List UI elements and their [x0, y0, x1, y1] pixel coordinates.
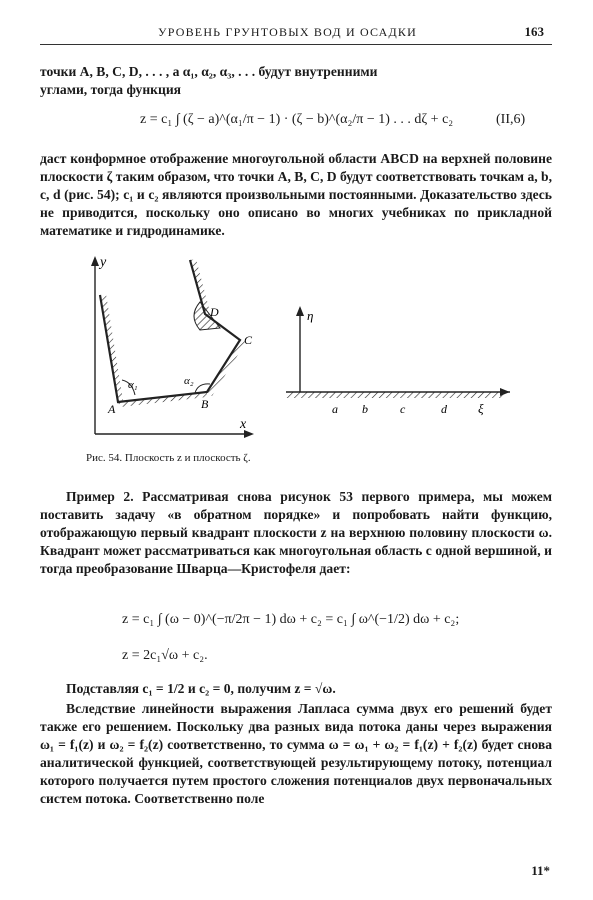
label-xi: ξ: [478, 401, 484, 416]
label-alpha1: α₁: [128, 379, 138, 391]
xi-axis-hatch: [286, 392, 506, 398]
label-D: D: [210, 305, 219, 319]
z-plane-diagram: [91, 255, 254, 438]
page-header: [40, 22, 552, 45]
formula-schwarz-christoffel: z = c₁ ∫ (ζ − a)^(α₁/π − 1) · (ζ − b)^(α₂/π − 1) . . . dζ + c₂: [140, 112, 454, 127]
label-x: x: [240, 417, 247, 432]
label-y: y: [100, 255, 107, 270]
label-A: A: [108, 402, 116, 416]
label-b: b: [362, 402, 368, 416]
hatch-left: [100, 294, 123, 402]
hatch-right: [207, 340, 246, 396]
formula-quadrant-integral: z = c₁ ∫ (ω − 0)^(−π/2π − 1) dω + c₂ = c₁ ∫ ω^(−1/2) dω + c₂;: [122, 612, 460, 627]
paragraph-conformal-mapping: даст конформное отображение многоугольной области ABCD на верхней половине плоскости ζ таким образом, что точки A, B, C, D будут соответствовать точкам a, b, c, d (рис. 54); c₁ и c₂ являются произвольными постоянными. Доказательство здесь не приводится, поскольку оно описано во многих учебниках по прикладной математике и гидродинамике.: [40, 151, 552, 238]
page-number: 163: [524, 24, 544, 39]
figure-54: [60, 250, 520, 450]
eta-axis-arrow: [296, 306, 304, 316]
y-axis-arrow: [91, 256, 99, 266]
label-B: B: [201, 397, 209, 411]
label-d: d: [441, 402, 447, 416]
label-C: C: [244, 333, 253, 347]
signature-mark: 11*: [531, 863, 550, 878]
label-a: a: [332, 402, 338, 416]
zeta-plane-diagram: [286, 306, 510, 416]
paragraph-substitution: Подставляя c₁ = 1/2 и c₂ = 0, получим z = √ω.: [66, 681, 336, 696]
figure-caption: Рис. 54. Плоскость z и плоскость ζ.: [86, 452, 251, 464]
label-eta: η: [307, 308, 314, 323]
paragraph-example-2: Пример 2. Рассматривая снова рисунок 53 первого примера, мы можем поставить задачу «в обратном порядке» и попробовать найти функцию, отображающую первый квадрант плоскости z на верхнюю половину плоскости ω. Квадрант может рассматриваться как многоугольная область с одной вершиной, и тогда преобразование Шварца—Кристофеля дает:: [40, 489, 552, 576]
paragraph-intro-line2: углами, тогда функция: [40, 82, 182, 97]
equation-number: (II,6): [496, 112, 526, 127]
formula-sqrt-solution: z = 2c₁√ω + c₂.: [122, 648, 208, 663]
label-c: c: [400, 402, 406, 416]
running-title: УРОВЕНЬ ГРУНТОВЫХ ВОД И ОСАДКИ: [158, 25, 417, 39]
label-alpha2: α₂: [184, 375, 194, 387]
paragraph-intro-line1: точки A, B, C, D, . . . , а α₁, α₂, α₃, . . . будут внутренними: [40, 64, 378, 79]
paragraph-laplace-linearity: Вследствие линейности выражения Лапласа сумма двух его решений будет также его решением. Поскольку два разных вида потока даны через выражения ω₁ = f₁(z) и ω₂ = f₂(z) соответственно, то сумма ω = ω₁ + ω₂ = f₁(z) + f₂(z) будет снова аналитической функцией, соответствующей результирующему потоку, потенциал которого получается путем простого сложения потенциалов двух первоначальных систем потока. Соответственно поле: [40, 701, 552, 806]
